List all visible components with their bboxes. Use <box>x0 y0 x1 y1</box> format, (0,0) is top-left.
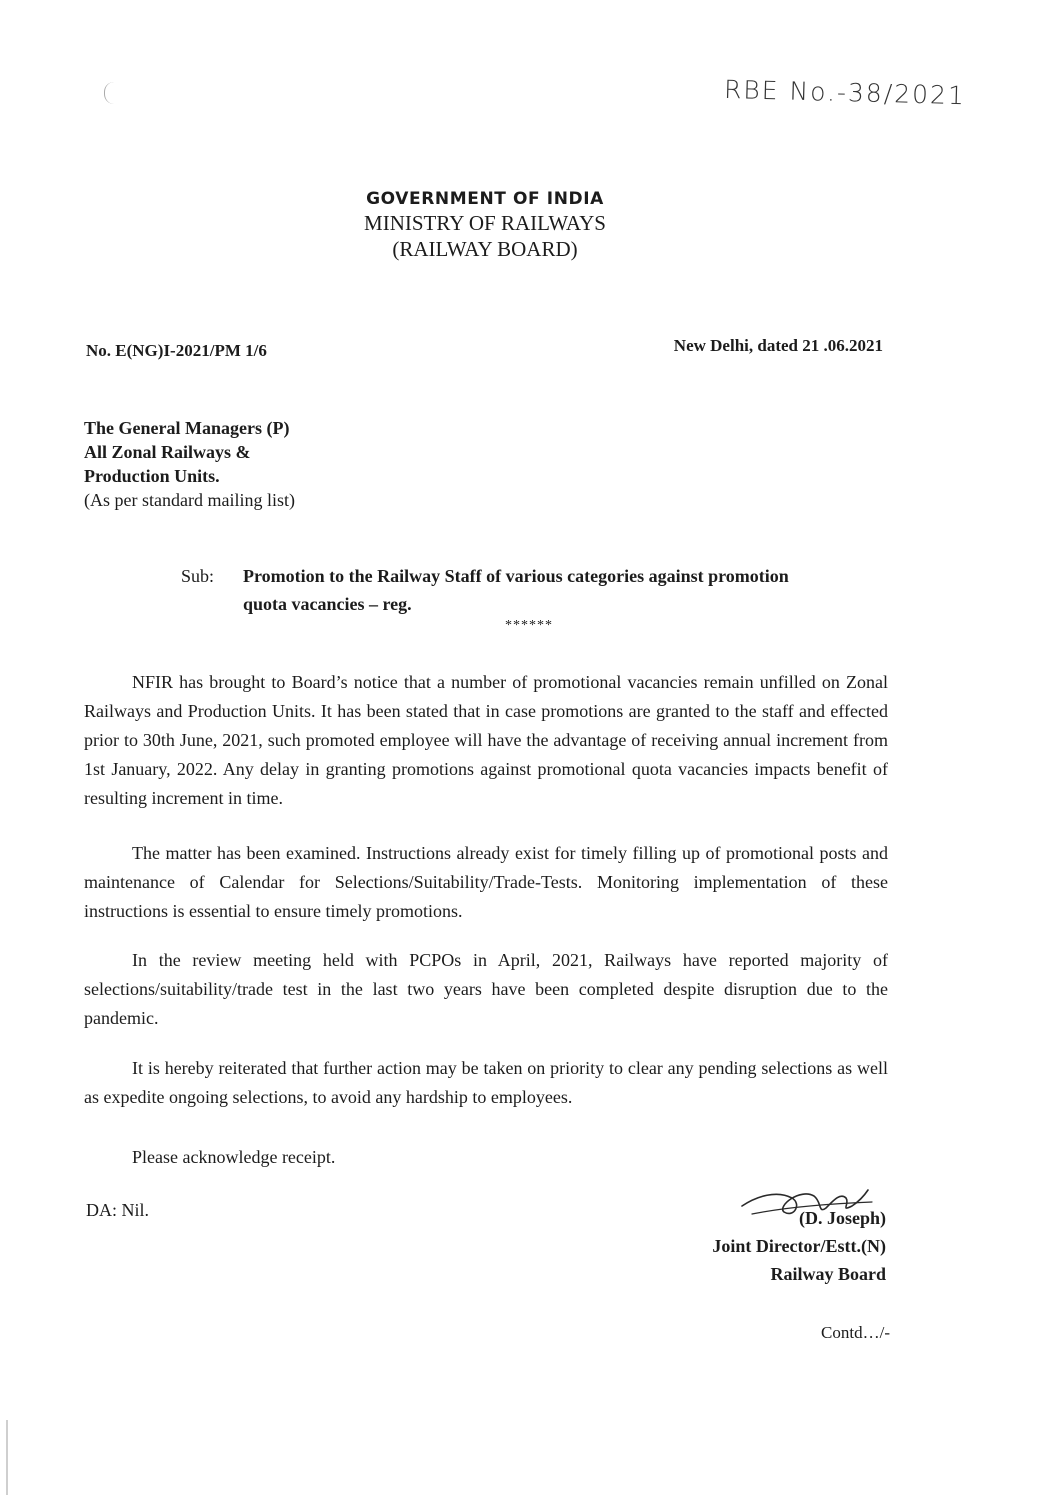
header-board: (RAILWAY BOARD) <box>392 237 578 261</box>
body-paragraph-3: In the review meeting held with PCPOs in April, 2021, Railways have reported majority of selections/suitability/trade test in the last two years have been completed despite disruption due to the pandemic. <box>84 950 888 1028</box>
body-paragraph-1: NFIR has brought to Board’s notice that a number of promotional vacancies remain unfilled on Zonal Railways and Production Units. It has been stated that in case promotions are granted to the staff and effected prior to 30th June, 2021, such promoted employee will have the advantage of receiving annual increment from 1st January, 2022. Any delay in granting promotions against promotional quota vacancies impacts benefit of resulting increment in time. <box>84 672 888 808</box>
body-paragraph-5: Please acknowledge receipt. <box>132 1147 336 1167</box>
addressee-line-4: (As per standard mailing list) <box>84 490 295 510</box>
addressee-line-1: The General Managers (P) <box>84 418 290 438</box>
subject-label: Sub: <box>181 566 215 586</box>
letterhead <box>0 188 970 262</box>
scan-edge-artifact <box>6 1420 8 1495</box>
addressee-line-2: All Zonal Railways & <box>84 442 251 462</box>
subject-line-1: Promotion to the Railway Staff of various categories against promotion <box>243 566 789 586</box>
signatory-office: Railway Board <box>770 1264 886 1284</box>
addressee-line-3: Production Units. <box>84 466 220 486</box>
reference-number: No. E(NG)I-2021/PM 1/6 <box>86 341 267 360</box>
subject-block <box>181 562 891 618</box>
body-paragraph-4: It is hereby reiterated that further action may be taken on priority to clear any pending selections as well as expedite ongoing selections, to avoid any hardship to employees. <box>84 1058 888 1107</box>
continuation-note: Contd…/- <box>821 1323 890 1342</box>
enclosure-note: DA: Nil. <box>86 1200 149 1220</box>
header-ministry: MINISTRY OF RAILWAYS <box>364 211 606 235</box>
scan-artifact <box>104 82 117 104</box>
signatory-block <box>712 1204 886 1288</box>
header-government: GOVERNMENT OF INDIA <box>366 189 604 209</box>
addressee-block <box>84 416 295 512</box>
signatory-designation: Joint Director/Estt.(N) <box>712 1236 886 1256</box>
reference-date: New Delhi, dated 21 .06.2021 <box>673 336 883 355</box>
signatory-name: (D. Joseph) <box>798 1208 886 1228</box>
body-paragraph-2: The matter has been examined. Instructions already exist for timely filling up of promotional posts and maintenance of Calendar for Selections/Suitability/Trade-Tests. Monitoring implementation of these instructions is essential to ensure timely promotions. <box>84 843 888 921</box>
subject-line-2: quota vacancies – reg. <box>243 594 412 614</box>
subject-separator: ****** <box>505 618 553 633</box>
handwritten-reference: RBE No.-38/2021 <box>723 74 967 111</box>
